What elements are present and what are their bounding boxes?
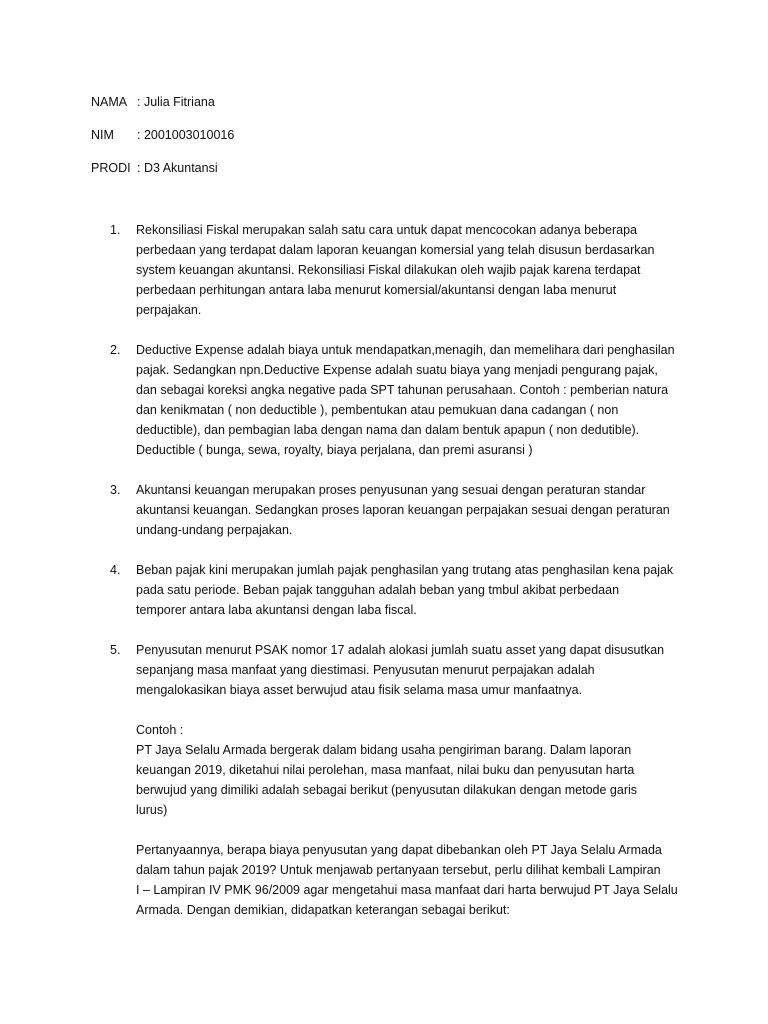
item-content [136, 640, 682, 920]
item-text: Deductive Expense adalah biaya untuk mendapatkan,menagih, dan memelihara dari penghasilan pajak. Sedangkan npn.Deductive Expense adalah suatu biaya yang menjadi pengurang pajak, dan sebagai koreksi angka negative pada SPT tahunan perusahaan. Contoh : pemberian natura dan kenikmatan ( non deductible ), pembentukan atau pemukuan dana cadangan ( non deductible), dan pembagian laba dengan nama dan dalam bentuk apapun ( non dedutible). Deductible ( bunga, sewa, royalty, biaya perjalana, dan premi asuransi ) [136, 343, 675, 457]
name-row [91, 92, 234, 125]
example-paragraph: Contoh : PT Jaya Selalu Armada bergerak dalam bidang usaha pengiriman barang. Dalam laporan keuangan 2019, diketahui nilai perolehan, masa manfaat, nilai buku dan penyusutan harta berwujud yang dimiliki adalah sebagai berikut (penyusutan dilakukan dengan metode garis lurus) [136, 723, 638, 817]
item-text: Penyusutan menurut PSAK nomor 17 adalah alokasi jumlah suatu asset yang dapat disusutkan sepanjang masa manfaat yang diestimasi. Penyusutan menurut perpajakan adalah mengalokasikan biaya asset berwujud atau fisik selama masa umur manfaatnya. [136, 643, 665, 697]
item-text: Akuntansi keuangan merupakan proses penyusunan yang sesuai dengan peraturan standar akuntansi keuangan. Sedangkan proses laporan keuangan perpajakan sesuai dengan peraturan undang-undang perpajakan. [136, 483, 670, 537]
prodi-value: : D3 Akuntansi [137, 161, 218, 175]
question-paragraph: Pertanyaannya, berapa biaya penyusutan yang dapat dibebankan oleh PT Jaya Selalu Armada dalam tahun pajak 2019? Untuk menjawab pertanyaan tersebut, perlu dilihat kembali Lampiran I – Lampiran IV PMK 96/2009 agar mengetahui masa manfaat dari harta berwujud PT Jaya Selalu Armada. Dengan demikian, didapatkan keterangan sebagai berikut: [136, 843, 678, 917]
item-number: 1. [110, 223, 121, 237]
list-item [110, 340, 682, 460]
prodi-label: PRODI [91, 161, 131, 175]
answer-list [110, 220, 682, 940]
nim-label: NIM [91, 128, 114, 142]
nim-row [91, 125, 234, 158]
name-label: NAMA [91, 95, 128, 109]
item-number: 3. [110, 483, 121, 497]
student-info [91, 92, 234, 191]
list-item [110, 220, 682, 320]
item-number: 5. [110, 643, 121, 657]
list-item [110, 480, 682, 540]
item-number: 2. [110, 343, 121, 357]
item-text: Beban pajak kini merupakan jumlah pajak penghasilan yang trutang atas penghasilan kena pajak pada satu periode. Beban pajak tangguhan adalah beban yang tmbul akibat perbedaan temporer antara laba akuntansi dengan laba fiscal. [136, 563, 674, 617]
prodi-row [91, 158, 234, 191]
item-text: Rekonsiliasi Fiskal merupakan salah satu cara untuk dapat mencocokan adanya beberapa perbedaan yang terdapat dalam laporan keuangan komersial yang telah disusun berdasarkan system keuangan akuntansi. Rekonsiliasi Fiskal dilakukan oleh wajib pajak karena terdapat perbedaan perhitungan antara laba menurut komersial/akuntansi dengan laba menurut perpajakan. [136, 223, 655, 317]
list-item [110, 560, 682, 620]
name-value: : Julia Fitriana [137, 95, 215, 109]
item-number: 4. [110, 563, 121, 577]
nim-value: : 2001003010016 [137, 128, 235, 142]
list-item [110, 640, 682, 920]
